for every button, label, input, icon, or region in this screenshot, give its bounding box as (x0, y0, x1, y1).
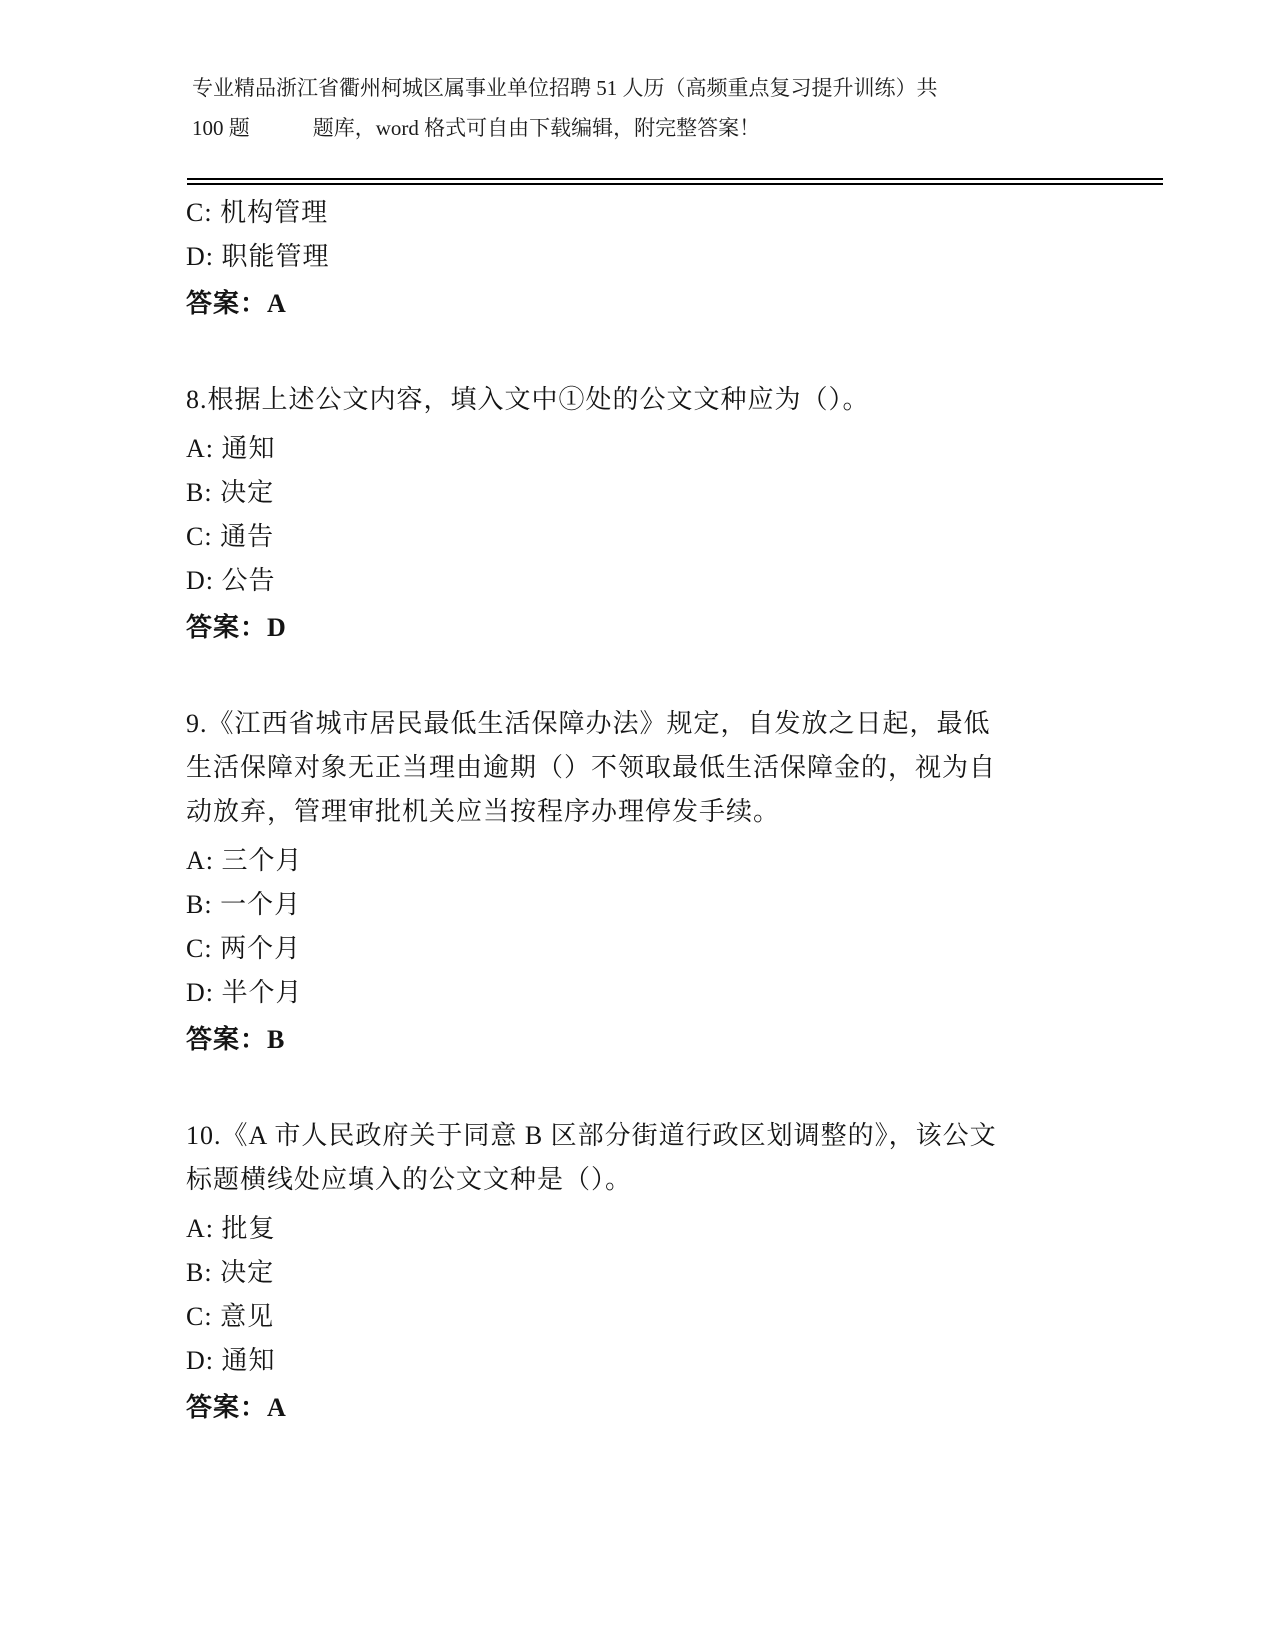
option-line-a: A: 通知 (186, 434, 276, 463)
question-7-tail (186, 191, 1080, 326)
header-title-line-1: 专业精品浙江省衢州柯城区属事业单位招聘 51 人历（高频重点复习提升训练）共 (192, 76, 938, 100)
document-body (0, 185, 1275, 1430)
answer-line: 答案：A (186, 289, 287, 318)
option-line-c: C: 通告 (186, 522, 275, 551)
option-line-b: B: 决定 (186, 478, 275, 507)
answer-line: 答案：B (186, 1025, 286, 1054)
option-line-d: D: 公告 (186, 566, 276, 595)
option-line-c: C: 意见 (186, 1302, 275, 1331)
option-line-b: B: 一个月 (186, 890, 302, 919)
page-header (0, 0, 1275, 148)
question-text-line: 10.《A 市人民政府关于同意 B 区部分街道行政区划调整的》，该公文 (186, 1121, 997, 1150)
option-line-d: D: 通知 (186, 1346, 276, 1375)
option-line-c: C: 两个月 (186, 934, 302, 963)
question-10 (186, 1114, 1080, 1430)
option-line-d: D: 职能管理 (186, 242, 330, 271)
question-8 (186, 378, 1080, 650)
header-divider-rule (187, 178, 1163, 185)
option-line-a: A: 三个月 (186, 846, 303, 875)
option-line-b: B: 决定 (186, 1258, 275, 1287)
option-line-c: C: 机构管理 (186, 198, 329, 227)
question-text-line: 生活保障对象无正当理由逾期（）不领取最低生活保障金的，视为自 (186, 753, 997, 782)
question-text-line: 动放弃，管理审批机关应当按程序办理停发手续。 (186, 797, 781, 826)
option-line-a: A: 批复 (186, 1214, 276, 1243)
question-text-line: 标题横线处应填入的公文文种是（）。 (186, 1165, 633, 1194)
question-text-line: 9.《江西省城市居民最低生活保障办法》规定，自发放之日起，最低 (186, 709, 991, 738)
answer-line: 答案：A (186, 1393, 287, 1422)
header-title-line-2: 100 题 题库，word 格式可自由下载编辑，附完整答案！ (192, 116, 761, 140)
answer-line: 答案：D (186, 613, 287, 642)
question-9 (186, 702, 1080, 1062)
option-line-d: D: 半个月 (186, 978, 303, 1007)
question-text-line: 8.根据上述公文内容，填入文中①处的公文文种应为（）。 (186, 385, 870, 414)
